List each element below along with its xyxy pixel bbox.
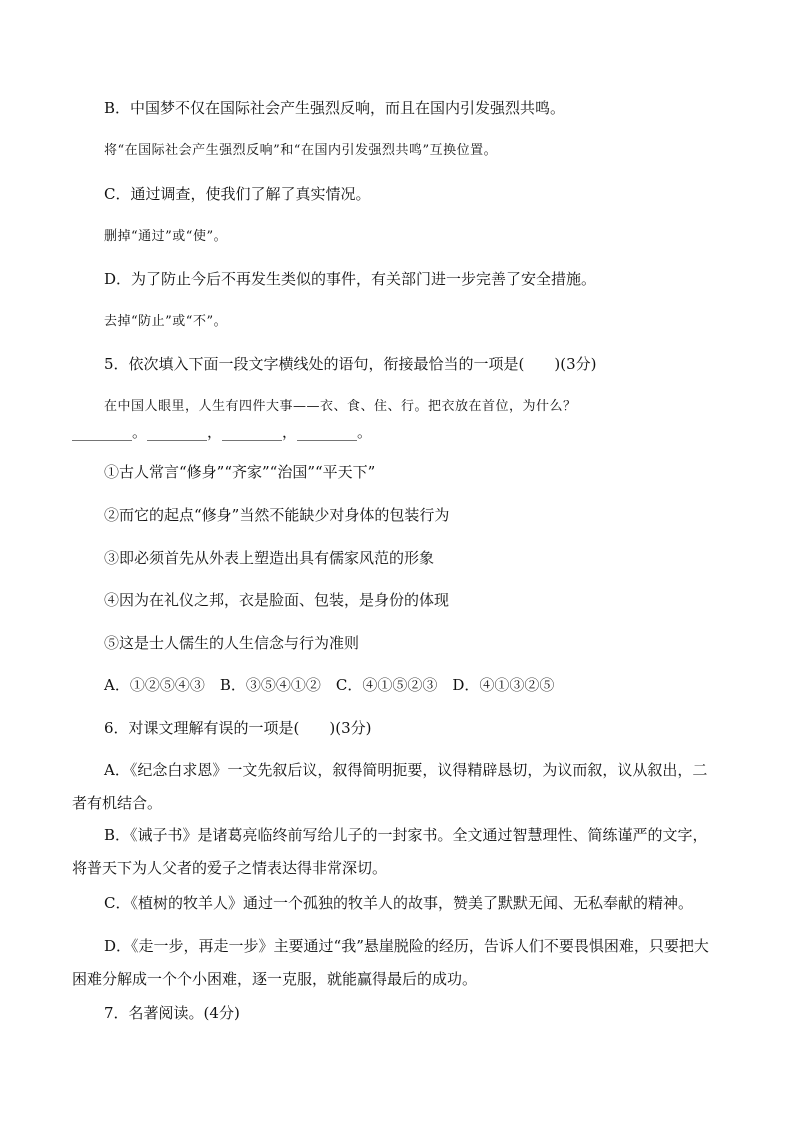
question-7: 7．名著阅读。(4分) <box>104 1004 240 1022</box>
sentence-5: ⑤这是士人儒生的人生信念与行为准则 <box>104 634 360 652</box>
question-6-option-b: B．《诫子书》是诸葛亮临终前写给儿子的一封家书。全文通过智慧理性、简练谨严的文字，将普天下为人父者的爱子之情表达得非常深切。 <box>72 826 708 877</box>
option-b: B．中国梦不仅在国际社会产生强烈反响，而且在国内引发强烈共鸣。 <box>104 99 566 117</box>
question-6-option-d: D．《走一步，再走一步》主要通过“我”悬崖脱险的经历，告诉人们不要畏惧困难，只要把大困难分解成一个个小困难，逐一克服，就能赢得最后的成功。 <box>72 937 709 988</box>
sentence-1: ①古人常言“修身”“齐家”“治国”“平天下” <box>104 463 376 481</box>
question-5: 5．依次填入下面一段文字横线处的语句，衔接最恰当的一项是( )(3分) <box>104 355 597 373</box>
answer-c: 删掉“通过”或“使”。 <box>104 229 228 244</box>
answer-d: 去掉“防止”或“不”。 <box>104 314 228 329</box>
answer-b: 将“在国际社会产生强烈反响”和“在国内引发强烈共鸣”互换位置。 <box>104 143 498 158</box>
sentence-4: ④因为在礼仪之邦，衣是脸面、包装，是身份的体现 <box>104 591 450 609</box>
sentence-2: ②而它的起点“修身”当然不能缺少对身体的包装行为 <box>104 506 450 524</box>
question-5-choices: A．①②⑤④③ B．③⑤④①② C．④①⑤②③ D．④①③②⑤ <box>104 676 555 694</box>
question-6: 6．对课文理解有误的一项是( )(3分) <box>104 719 372 737</box>
sentence-3: ③即必须首先从外表上塑造出具有儒家风范的形象 <box>104 549 435 567</box>
question-6-option-a: A．《纪念白求恩》一文先叙后议，叙得简明扼要，议得精辟恳切，为议而叙，议从叙出，二者有机结合。 <box>72 761 708 812</box>
option-d: D．为了防止今后不再发生类似的事件，有关部门进一步完善了安全措施。 <box>104 270 597 288</box>
option-c: C．通过调查，使我们了解了真实情况。 <box>104 185 371 203</box>
question-5-passage: 在中国人眼里，人生有四件大事——衣、食、住、行。把衣放在首位，为什么？ <box>104 399 577 414</box>
question-6-option-c: C．《植树的牧羊人》通过一个孤独的牧羊人的故事，赞美了默默无闻、无私奉献的精神。 <box>104 894 693 912</box>
question-5-blanks: ________。________，________，________。 <box>72 423 373 441</box>
